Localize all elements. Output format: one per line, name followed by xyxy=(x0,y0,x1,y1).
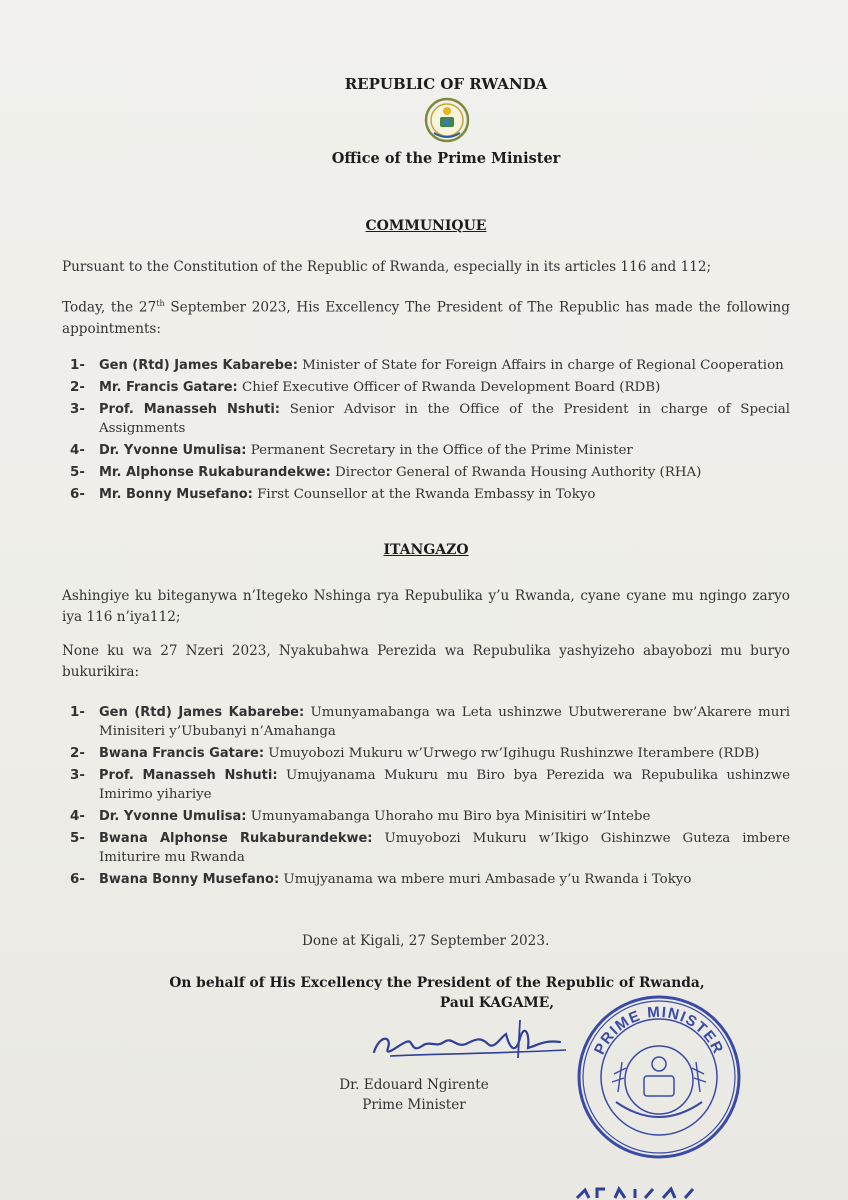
appointment-number: 4- xyxy=(70,809,85,824)
appointee-role: Umunyamabanga wa Leta ushinzwe Ubutwererane bw’Akarere muri Minisiteri y’Ububanyi n’Amahanga xyxy=(99,705,790,739)
president-name: Paul KAGAME, xyxy=(439,995,555,1011)
appointment-text xyxy=(99,829,790,867)
signer-title: Prime Minister xyxy=(362,1097,466,1113)
appointment-number: 2- xyxy=(70,746,85,761)
appointment-number: 5- xyxy=(70,831,85,846)
signer-block xyxy=(338,1075,490,1115)
itangazo-intro: Ashingiye ku biteganywa n’Itegeko Nshinga rya Repubulika y’u Rwanda, cyane cyane mu ngingo zaryo iya 116 n’iya112; xyxy=(62,588,790,625)
appointee-name: Dr. Yvonne Umulisa: xyxy=(99,443,247,458)
appointment-number: 6- xyxy=(70,872,85,887)
appointment-number: 2- xyxy=(70,380,85,395)
appointment-item xyxy=(70,378,790,397)
seal-text: PRIME MINISTER xyxy=(591,1003,727,1058)
appointment-text xyxy=(99,766,790,804)
republic-heading: REPUBLIC OF RWANDA xyxy=(344,75,548,93)
appointment-number: 3- xyxy=(70,402,85,417)
office-heading: Office of the Prime Minister xyxy=(331,150,561,167)
appointee-name: Mr. Bonny Musefano: xyxy=(99,487,253,502)
appointee-name: Mr. Francis Gatare: xyxy=(99,380,238,395)
appointee-role: Umuyobozi Mukuru w’Ikigo Gishinzwe Guteza imbere Imiturire mu Rwanda xyxy=(99,831,790,865)
appointee-name: Gen (Rtd) James Kabarebe: xyxy=(99,705,305,720)
appointee-name: Bwana Alphonse Rukaburandekwe: xyxy=(99,831,373,846)
appointee-name: Prof. Manasseh Nshuti: xyxy=(99,768,278,783)
signature-image xyxy=(370,1014,570,1064)
appointment-number: 5- xyxy=(70,465,85,480)
appointment-item xyxy=(70,356,790,375)
itangazo-today: None ku wa 27 Nzeri 2023, Nyakubahwa Perezida wa Repubulika yashyizeho abayobozi mu buryo bukurikira: xyxy=(62,643,790,680)
on-behalf-line: On behalf of His Excellency the President of the Republic of Rwanda, xyxy=(169,975,705,991)
itangazo-appointments-list xyxy=(70,703,790,892)
appointee-name: Prof. Manasseh Nshuti: xyxy=(99,402,280,417)
appointee-name: Bwana Francis Gatare: xyxy=(99,746,265,761)
appointment-item xyxy=(70,829,790,867)
today-text-after: September 2023, His Excellency The President of The Republic has made the following appointments: xyxy=(62,299,790,337)
appointee-role: Minister of State for Foreign Affairs in charge of Regional Cooperation xyxy=(297,358,784,373)
appointee-name: Mr. Alphonse Rukaburandekwe: xyxy=(99,465,331,480)
appointee-role: Director General of Rwanda Housing Authority (RHA) xyxy=(330,465,702,480)
appointment-item xyxy=(70,485,790,504)
appointment-text xyxy=(99,400,790,438)
appointee-name: Gen (Rtd) James Kabarebe: xyxy=(99,358,298,373)
appointment-item xyxy=(70,766,790,804)
appointment-text xyxy=(99,744,790,763)
appointment-text xyxy=(99,870,790,889)
communique-intro: Pursuant to the Constitution of the Republic of Rwanda, especially in its articles 116 and 112; xyxy=(62,259,712,275)
appointment-item xyxy=(70,870,790,889)
bottom-ink-mark xyxy=(575,1186,705,1200)
appointment-number: 3- xyxy=(70,768,85,783)
appointee-role: Senior Advisor in the Office of the President in charge of Special Assignments xyxy=(99,402,791,436)
appointee-role: Umunyamabanga Uhoraho mu Biro bya Minisitiri w’Intebe xyxy=(246,809,651,824)
today-superscript: th xyxy=(156,299,165,308)
appointment-number: 1- xyxy=(70,358,85,373)
signer-name: Dr. Edouard Ngirente xyxy=(339,1077,489,1093)
appointee-role: Umujyanama wa mbere muri Ambasade y’u Rwanda i Tokyo xyxy=(279,872,692,887)
rwanda-coat-of-arms-icon xyxy=(424,97,470,143)
appointment-number: 4- xyxy=(70,443,85,458)
appointee-role: Umuyobozi Mukuru w’Urwego rw’Igihugu Rushinzwe Iterambere (RDB) xyxy=(264,746,760,761)
appointment-text xyxy=(99,485,790,504)
appointment-text xyxy=(99,378,790,397)
done-at-line: Done at Kigali, 27 September 2023. xyxy=(302,933,550,949)
appointment-text xyxy=(99,441,790,460)
communique-today xyxy=(62,293,790,340)
appointee-role: Umujyanama Mukuru mu Biro bya Perezida wa Repubulika ushinzwe Imirimo yihariye xyxy=(99,768,790,802)
appointment-text xyxy=(99,463,790,482)
prime-minister-seal-stamp xyxy=(574,992,744,1162)
appointment-item xyxy=(70,441,790,460)
appointee-name: Dr. Yvonne Umulisa: xyxy=(99,809,247,824)
communique-title: COMMUNIQUE xyxy=(365,218,487,234)
appointment-item xyxy=(70,703,790,741)
appointment-text xyxy=(99,807,790,826)
appointee-role: First Counsellor at the Rwanda Embassy in Tokyo xyxy=(252,487,596,502)
appointment-item xyxy=(70,807,790,826)
appointee-role: Permanent Secretary in the Office of the Prime Minister xyxy=(246,443,633,458)
communique-appointments-list xyxy=(70,356,790,507)
appointment-item xyxy=(70,400,790,438)
appointee-role: Chief Executive Officer of Rwanda Development Board (RDB) xyxy=(237,380,661,395)
appointment-text xyxy=(99,356,790,375)
today-text-before: Today, the 27 xyxy=(62,299,157,316)
appointment-number: 1- xyxy=(70,705,85,720)
appointment-number: 6- xyxy=(70,487,85,502)
appointee-name: Bwana Bonny Musefano: xyxy=(99,872,280,887)
itangazo-title: ITANGAZO xyxy=(383,542,469,558)
appointment-item xyxy=(70,744,790,763)
appointment-text xyxy=(99,703,790,741)
appointment-item xyxy=(70,463,790,482)
